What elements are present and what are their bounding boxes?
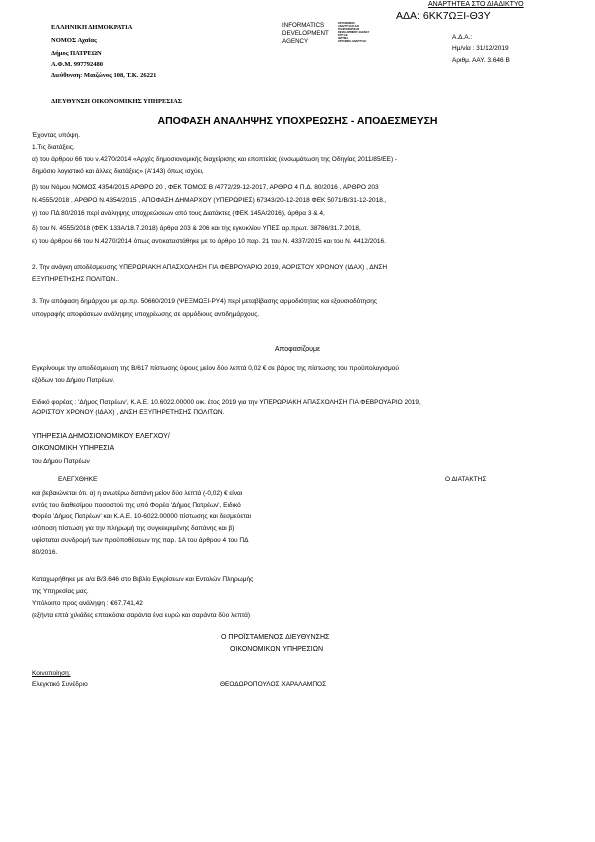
provisions-heading: 1.Τις διατάξεις. xyxy=(32,144,75,151)
certification-line: ισόποση πίστωση για την πληρωμή της συγκεκριμένης δαπάνης και β) xyxy=(32,525,235,532)
control-line: ΥΠΗΡΕΣΙΑ ΔΗΜΟΣΙΟΝΟΜΙΚΟΥ ΕΛΕΓΧΟΥ/ xyxy=(32,433,170,440)
point-3-line: 3. Την απόφαση δημάρχου με αρ.πρ. 50660/2019 (ΨΕΞΜΩΞΙ-ΡΥ4) περί μεταβίβασης αρμοδιότητας και εξουσιοδότησης xyxy=(32,298,378,305)
posting-notice: ΑΝΑΡΤΗΤΕΑ ΣΤΟ ΔΙΑΔΙΚΤΥΟ xyxy=(428,1,524,8)
details-line: ΑΟΡΙΣΤΟΥ ΧΡΟΝΟΥ (ΙΔΑΧ) , ΔΝΣΗ ΕΞΥΠΗΡΕΤΗΣΗΣ ΠΟΛΙΤΩΝ. xyxy=(32,409,225,416)
issuer-address: Διεύθυνση: Μαιζώνος 108, Τ.Κ. 26221 xyxy=(51,72,157,79)
certification-line: 80/2016. xyxy=(32,549,58,556)
details-line: Ειδικό φορέας : 'Δήμος Πατρέων', Κ.Α.Ε. 10.6022.00000 οικ. έτος 2019 για την ΥΠΕΡΩΡΙΑΚΗ ΑΠΑΣΧΟΛΗΣΗ ΓΙΑ ΦΕΒΡΟΥΑΡΙΟ 2019, xyxy=(32,399,421,406)
issuer-tax-id: Α.Φ.Μ. 997792480 xyxy=(51,61,103,68)
control-line: του Δήμου Πατρέων xyxy=(32,458,90,465)
control-line: ΟΙΚΟΝΟΜΙΚΗ ΥΠΗΡΕΣΙΑ xyxy=(32,445,115,452)
certification-line: υφίσταται συνδρομή των προϋποθέσεων της παρ. 1Α του άρθρου 4 του ΠΔ xyxy=(32,537,249,544)
decision-line: εξόδων του Δήμου Πατρέων. xyxy=(32,377,115,384)
signatory-title: Ο ΠΡΟΪΣΤΑΜΕΝΟΣ ΔΙΕΥΘΥΝΣΗΣ xyxy=(221,634,330,641)
intro-text: Έχοντας υπόψη. xyxy=(32,132,81,139)
ada-code: ΑΔΑ: 6ΚΚ7ΩΞΙ-Θ3Υ xyxy=(396,10,491,22)
decision-heading: Αποφασίζουμε xyxy=(274,346,321,353)
point-2-line: 2. Την ανάγκη αποδέσμευσης ΥΠΕΡΩΡΙΑΚΗ ΑΠΑΣΧΟΛΗΣΗ ΓΙΑ ΦΕΒΡΟΥΑΡΙΟ 2019, ΑΟΡΙΣΤΟΥ ΧΡΟΝΟΥ (ΙΔΑΧ) , ΔΝΣΗ xyxy=(32,264,388,271)
page-title: ΑΠΟΦΑΣΗ ΑΝΑΛΗΨΗΣ ΥΠΟΧΡΕΩΣΗΣ - ΑΠΟΔΕΣΜΕΥΣΗ xyxy=(157,115,438,127)
provision-line: δ) του Ν. 4555/2018 (ΦΕΚ 133Α/18.7.2018) άρθρα 203 & 206 και της εγκυκλίου ΥΠΕΣ αρ.πρωτ. 38786/31.7.2018, xyxy=(32,225,361,232)
distribution-heading: Κοινοποίηση: xyxy=(32,670,71,677)
distribution-item: Ελεγκτικό Συνέδριο xyxy=(32,681,88,688)
issuer-country: ΕΛΛΗΝΙΚΗ ΔΗΜΟΚΡΑΤΙΑ xyxy=(51,24,133,31)
document-number: Αριθμ. ΑΑΥ. 3.646 Β xyxy=(452,57,510,64)
registration-line: της Υπηρεσίας μας. xyxy=(32,588,89,595)
provision-line: β) του Νόμου ΝΟΜΟΣ 4354/2015 ΑΡΘΡΟ 20 , ΦΕΚ ΤΟΜΟΣ Β /4772/29-12-2017, ΑΡΘΡΟ 4 Π.Δ. 80/2016 , ΑΡΘΡΟ 203 xyxy=(32,184,379,191)
provision-line: ε) του άρθρου 66 του Ν.4270/2014 όπως αντικαταστάθηκε με το άρθρο 10 παρ. 21 του Ν. 4337/2015 και του Ν. 4412/2016. xyxy=(32,238,386,245)
logo-small-text: ΟΡΓΑΝΙΣΜΟΣ ΑΝΑΠΤΥΞΗΣ ΚΑΙ ΠΛΗΡΟΦΟΡΙΚΗΣ DEVELOPMENT AGENCY ΚΤΠ ΑΕ ΙΔΡΥΜΑ ΟΡΓΑΝΙΚΗ ΑΝΑΠΤΥΞΗ xyxy=(338,22,370,43)
certification-line: Φορέα 'Δήμος Πατρέων' και Κ.Α.Ε. 10-6022.00000 πίστωσης και δεσμεύεται xyxy=(32,513,251,520)
provision-line: Ν.4555/2018 , ΑΡΘΡΟ Ν.4354/2015 , ΑΠΟΦΑΣΗ ΔΗΜΑΡΧΟΥ (ΥΠΕΡΩΡΙΕΣ) 67343/20-12-2018 ΦΕΚ 5071/Β/31-12-2018., xyxy=(32,197,387,204)
approver-label: Ο ΔΙΑΤΑΚΤΗΣ xyxy=(445,476,487,483)
logo-line: DEVELOPMENT xyxy=(282,29,329,37)
certification-line: και βεβαιώνεται ότι. α) η ανωτέρω δαπάνη μείον δύο λεπτά (-0,02) € είναι xyxy=(32,490,243,497)
issuer-municipality: Δήμος ΠΑΤΡΕΩΝ xyxy=(51,50,102,57)
point-3-line: υπογραφής αποφάσεων ανάληψης υποχρέωσης σε αρμόδιους αντιδημάρχους. xyxy=(32,311,260,318)
document-date: Ημ/νία : 31/12/2019 xyxy=(452,45,509,52)
logo-line: AGENCY xyxy=(282,37,309,45)
decision-line: Εγκρίνουμε την αποδέσμευση της Β/617 πίστωσης ύψους μείον δύο λεπτά 0,02 € σε βάρος της πίστωσης του προϋπολογισμού xyxy=(32,365,399,372)
registration-line: Καταχωρήθηκε με α/α Β/3.646 στο Βιβλίο Εγκρίσεων και Εντολών Πληρωμής xyxy=(32,576,254,583)
issuer-prefecture: ΝΟΜΟΣ Αχαΐας xyxy=(51,37,97,44)
logo-line: INFORMATICS xyxy=(282,22,325,29)
provision-line: α) του άρθρου 66 του ν.4270/2014 «Αρχές δημοσιονομικής διαχείρισης και εποπτείας (ενσωμάτωση της Οδηγίας 2011/85/ΕΕ) - xyxy=(32,156,398,163)
provision-line: δημόσιο λογιστικό και άλλες διατάξεις» (Α'143) όπως ισχύει, xyxy=(32,168,204,175)
remaining-balance-words: (εξήντα επτά χιλιάδες επτακόσια σαράντα ένα ευρώ και σαράντα δύο λεπτά) xyxy=(32,612,251,619)
ada-label: Α.Δ.Α.: xyxy=(452,34,473,41)
remaining-balance: Υπόλοιπο προς ανάληψη : €67.741,42 xyxy=(32,600,143,607)
point-2-line: ΕΞΥΠΗΡΕΤΗΣΗΣ ΠΟΛΙΤΩΝ.. xyxy=(32,276,119,283)
signatory-title: ΟΙΚΟΝΟΜΙΚΩΝ ΥΠΗΡΕΣΙΩΝ xyxy=(230,646,324,653)
ida-logo xyxy=(282,22,392,45)
checked-label: ΕΛΕΓΧΘΗΚΕ xyxy=(58,476,98,483)
provision-line: γ) του ΠΔ 80/2016 περί ανάληψης υποχρεώσεων από τους Διατάκτες (ΦΕΚ 145Α/2016), άρθρα 3 & 4, xyxy=(32,210,325,217)
certification-line: εντός του διαθεσίμου ποσοστού της υπό Φορέα 'Δήμος Πατρέων', Ειδικό xyxy=(32,502,241,509)
department: ΔΙΕΥΘΥΝΣΗ ΟΙΚΟΝΟΜΙΚΗΣ ΥΠΗΡΕΣΙΑΣ xyxy=(51,98,183,105)
signatory-name: ΘΕΟΔΩΡΟΠΟΥΛΟΣ ΧΑΡΑΛΑΜΠΟΣ xyxy=(220,681,327,688)
